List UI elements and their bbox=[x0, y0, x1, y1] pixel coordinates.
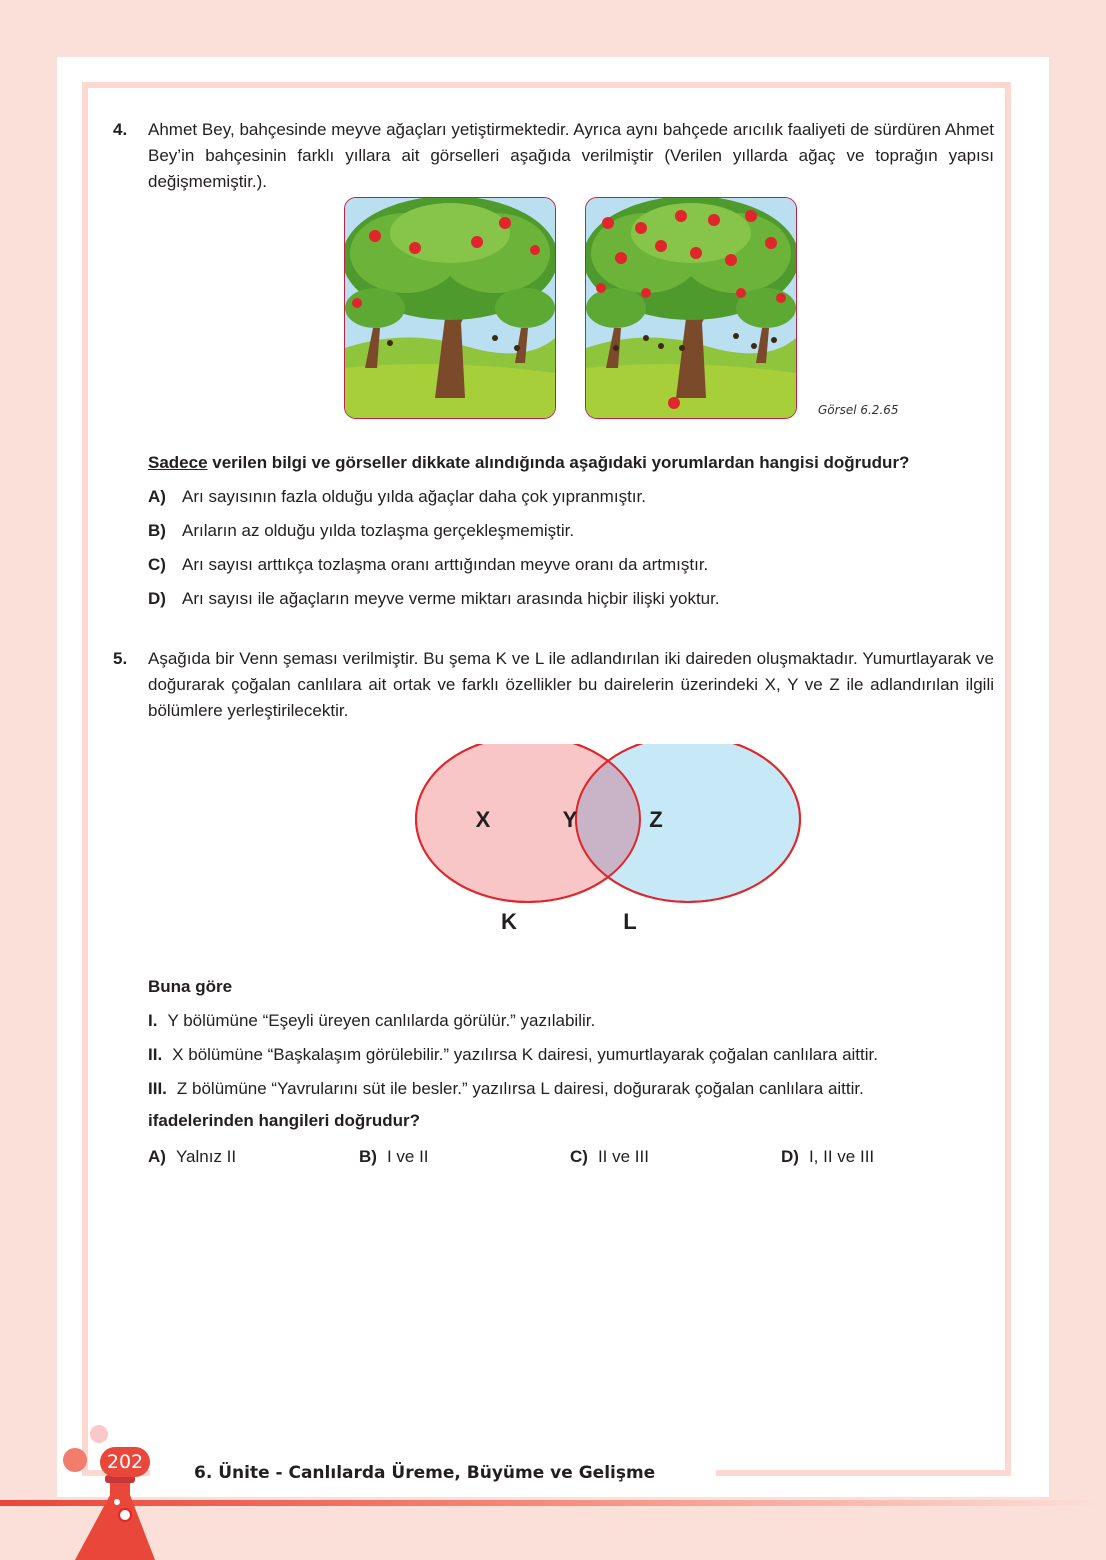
label-l: L bbox=[623, 909, 637, 934]
statement-text: X bölümüne “Başkalaşım görülebilir.” yazılırsa K dairesi, yumurtlayarak çoğalan canlılara aittir. bbox=[172, 1045, 878, 1064]
option-label: C) bbox=[570, 1147, 588, 1166]
option-label: C) bbox=[148, 555, 166, 574]
option-c[interactable] bbox=[148, 552, 994, 578]
option-label: B) bbox=[148, 521, 166, 540]
question-text: Ahmet Bey, bahçesinde meyve ağaçları yetiştirmektedir. Ayrıca aynı bahçede arıcılık faaliyeti de sürdüren Ahmet Bey’in bahçesinin farklı yıllara ait görselleri aşağıda verilmiştir (Verilen yıllarda ağaç ve toprağın yapısı değişmemiştir.). bbox=[148, 120, 994, 191]
image-caption: Görsel 6.2.65 bbox=[818, 403, 899, 417]
question-4 bbox=[113, 117, 994, 612]
option-text: Arıların az olduğu yılda tozlaşma gerçekleşmemiştir. bbox=[182, 521, 575, 540]
flask-icon bbox=[55, 1420, 165, 1560]
statement-label: I. bbox=[148, 1011, 158, 1030]
option-text: I ve II bbox=[386, 1147, 429, 1166]
option-label: B) bbox=[359, 1147, 377, 1166]
option-text: Arı sayısının fazla olduğu yılda ağaçlar daha çok yıpranmıştır. bbox=[182, 487, 646, 506]
question-stem bbox=[148, 450, 994, 476]
stem-emphasis: Sadece bbox=[148, 453, 208, 472]
statements-intro: Buna göre bbox=[148, 977, 233, 996]
option-a[interactable] bbox=[148, 1144, 359, 1170]
tree-image-few-bees bbox=[344, 197, 556, 419]
tree-image-many-bees bbox=[585, 197, 797, 419]
option-text: Arı sayısı ile ağaçların meyve verme miktarı arasında hiçbir ilişki yoktur. bbox=[182, 589, 720, 608]
question-number: 4. bbox=[113, 120, 128, 139]
label-z: Z bbox=[649, 807, 663, 832]
question-stem: ifadelerinden hangileri doğrudur? bbox=[148, 1111, 421, 1130]
label-x: X bbox=[475, 807, 491, 832]
statement-text: Z bölümüne “Yavrularını süt ile besler.” yazılırsa L dairesi, doğurarak çoğalan canlılara aittir. bbox=[176, 1079, 864, 1098]
venn-diagram bbox=[148, 744, 994, 974]
statement-2 bbox=[148, 1042, 994, 1068]
option-label: A) bbox=[148, 487, 166, 506]
option-a[interactable] bbox=[148, 484, 994, 510]
option-text: Arı sayısı arttıkça tozlaşma oranı arttığından meyve oranı da artmıştır. bbox=[182, 555, 709, 574]
option-b[interactable] bbox=[359, 1144, 570, 1170]
statement-text: Y bölümüne “Eşeyli üreyen canlılarda görülür.” yazılabilir. bbox=[167, 1011, 596, 1030]
footer-bar bbox=[0, 1500, 1106, 1506]
label-y: Y bbox=[562, 807, 578, 832]
statement-label: II. bbox=[148, 1045, 163, 1064]
statement-3 bbox=[148, 1076, 994, 1102]
option-text: Yalnız II bbox=[175, 1147, 237, 1166]
answer-options bbox=[148, 1144, 994, 1170]
option-label: D) bbox=[781, 1147, 799, 1166]
question-number: 5. bbox=[113, 649, 128, 668]
question-5 bbox=[113, 646, 994, 1170]
question-text: Aşağıda bir Venn şeması verilmiştir. Bu şema K ve L ile adlandırılan iki daireden oluşmaktadır. Yumurtlayarak ve doğurarak çoğalan canlılara ait ortak ve farklı özellikler bu dairelerin üzerindeki X, Y ve Z ile adlandırılan ilgili bölümlere yerleştirilecektir. bbox=[148, 649, 994, 720]
option-d[interactable] bbox=[781, 1144, 992, 1170]
option-text: II ve III bbox=[597, 1147, 649, 1166]
option-text: I, II ve III bbox=[808, 1147, 875, 1166]
option-b[interactable] bbox=[148, 518, 994, 544]
content bbox=[113, 117, 994, 1170]
statement-1 bbox=[148, 1008, 994, 1034]
stem-text: verilen bilgi ve görseller dikkate alındığında aşağıdaki yorumlardan hangisi doğrudur? bbox=[207, 453, 910, 472]
statement-label: III. bbox=[148, 1079, 167, 1098]
option-c[interactable] bbox=[570, 1144, 781, 1170]
page-number: 202 bbox=[100, 1447, 150, 1477]
option-label: D) bbox=[148, 589, 166, 608]
tree-images bbox=[148, 197, 994, 427]
unit-title: 6. Ünite - Canlılarda Üreme, Büyüme ve Gelişme bbox=[194, 1463, 656, 1483]
option-label: A) bbox=[148, 1147, 166, 1166]
label-k: K bbox=[501, 909, 517, 934]
option-d[interactable] bbox=[148, 586, 994, 612]
